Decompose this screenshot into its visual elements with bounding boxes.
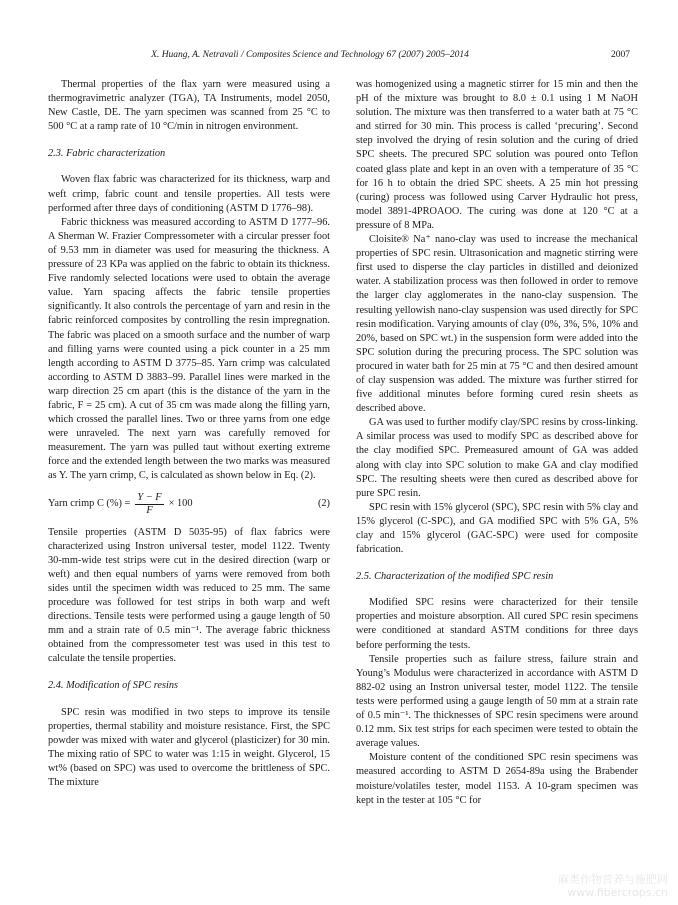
equation-rhs: × 100 — [168, 497, 193, 509]
paragraph-nano-clay: Cloisite® Na⁺ nano-clay was used to increase the mechanical properties of SPC resin. Ultrasonication and magnetic stirring were first used to disperse the clay particles in distilled and deionized water. A stabilization process was then followed in order to remove the larger clay agglomerates in the nano-clay suspension. The resulting yellowish nano-clay suspension was used directly for SPC resin modification. Varying amounts of clay (0%, 3%, 5%, 10% and 20%, based on SPC wt.) in the suspension form were added into the SPC solution during the precuring process. The SPC solution was procured in water bath for 25 min at 75 °C and then desired amount of clay suspension was added. The mixture was further stirred for five additional minutes before forming cured resin sheets as described above. — [356, 234, 638, 415]
paragraph-tga: Thermal properties of the flax yarn were measured using a thermogravimetric analyzer (TGA), TA Instruments, model 2050, New Castle, DE. The yarn specimen was scanned from 25 °C to 500 °C at a ramp rate of 10 °C/min in nitrogen environment. — [48, 79, 330, 133]
section-heading-2-3: 2.3. Fabric characterization — [48, 148, 166, 160]
paragraph-fabric-thickness: Fabric thickness was measured according to ASTM D 1777–96. A Sherman W. Frazier Compressometer with a circular presser foot of 9.53 mm in diameter was used for measuring the thickness. A pressure of 23 KPa was applied on the fabric to obtain its thickness. Five randomly selected locations were used to obtain the average value. Yarn spacing affects the fabric tensile properties significantly. It also controls the percentage of yarn and resin in the fabric reinforced composites by controlling the resin impregnation. The fabric was placed on a smooth surface and the number of warp and filling yarns were counted using a pick counter in a 25 mm length according to ASTM D 3775–85. Yarn crimp was calculated according to ASTM D 3883–99. Parallel lines were marked in the warp direction 25 cm apart (this is the distance of the yarn in the fabric, F = 25 cm). A cut of 35 cm was made along the filling yarn, which crossed the parallel lines. Two or three yarns from one edge were unraveled. The next yarn was carefully removed for measurement. The yarn was pulled taut without exerting extreme force and the extended length between the two marks was measured as Y. The yarn crimp, C, is calculated as shown below in Eq. (2). — [48, 216, 330, 482]
paragraph-composite-resins: SPC resin with 15% glycerol (SPC), SPC resin with 5% clay and 15% glycerol (C-SPC), and GA modified SPC with 5% GA, 5% clay and 15% glycerol (GAC-SPC) were used for composite fabrication. — [356, 501, 638, 556]
equation-number: (2) — [317, 497, 330, 509]
right-column — [356, 78, 638, 808]
paragraph-spc-modification: SPC resin was modified in two steps to improve its tensile properties, thermal stability and moisture resistance. First, the SPC powder was mixed with water and glycerol (plasticizer) for 30 min. The mixing ratio of SPC to water was 1:15 in weight. Glycerol, 15 wt% (based on SPC) was used to overcome the brittleness of SPC. The mixture — [48, 706, 330, 789]
watermark — [558, 873, 668, 899]
paragraph-tensile-resin: Tensile properties such as failure stress, failure strain and Young’s Modulus were characterized in accordance with ASTM D 882-02 using an Instron universal tester, model 1122. The tensile tests were performed using a gauge length of 50 mm at a strain rate of 0.5 min⁻¹. The thicknesses of SPC resin specimens were around 0.12 mm. Six test strips for each specimen were tested to obtain the average values. — [356, 653, 638, 750]
watermark-line-2: www.fibercrops.cn — [567, 886, 668, 899]
section-heading-2-4: 2.4. Modification of SPC resins — [48, 680, 179, 692]
equation-fraction — [135, 492, 163, 517]
paragraph-ga-crosslinking: GA was used to further modify clay/SPC resins by cross-linking. A similar process was used to modify SPC as described above for the clay modified SPC. Premeasured amount of GA was added along with clay into SPC solution to make GA and clay modified SPC. The resulting sheets were then cured as described above for pure SPC resin. — [356, 417, 638, 499]
equation-denominator: F — [146, 504, 153, 516]
paragraph-precuring: was homogenized using a magnetic stirrer for 15 min and then the pH of the mixture was brought to 8.0 ± 0.1 using 1 M NaOH solution. The mixture was then transferred to a water bath at 75 °C and stirred for 30 min. This process is called ‘precuring’. Second step involved the drying of resin solution and the curing of dried SPC sheets. The precured SPC solution was poured onto Teflon coated glass plate and kept in an oven with a temperature of 35 °C for 16 h to obtain the dried SPC sheets. A 25 min hot pressing (curing) process was followed using Carver Hydraulic hot press, model 3891-4PROAOO. The curing was done at 120 °C at a pressure of 8 MPa. — [356, 79, 638, 231]
paragraph-tensile-fabric: Tensile properties (ASTM D 5035-95) of flax fabrics were characterized using Instron universal tester, model 1122. Twenty 30-mm-wide test strips were cut in the desired direction (warp or weft) and then equal numbers of yarns were removed from both sides until the specimen width was reduced to 25 mm. The same procedure was followed for test strips in both warp and weft directions. Tensile tests were performed using a gauge length of 50 mm and a strain rate of 0.5 min⁻¹. The average fabric thickness obtained from the compressometer test was used in this test to calculate the tensile properties. — [48, 526, 330, 665]
equation-expression — [48, 492, 193, 517]
equation-numerator: Y − F — [137, 491, 162, 503]
left-column — [48, 78, 330, 790]
section-heading-2-5: 2.5. Characterization of the modified SPC resin — [356, 571, 554, 583]
paragraph-resin-characterization: Modified SPC resins were characterized for their tensile properties and moisture absorption. All cured SPC resin specimens were conditioned at standard ASTM conditions for three days before performing the tests. — [356, 597, 638, 651]
running-header — [48, 50, 630, 64]
equation-lhs: Yarn crimp C (%) = — [48, 497, 131, 509]
paragraph-fabric-overview: Woven flax fabric was characterized for its thickness, warp and weft crimp, fabric count and tensile properties. All tests were performed after three days of conditioning (ASTM D 1776–98). — [48, 174, 330, 214]
running-title: X. Huang, A. Netravali / Composites Science and Technology 67 (2007) 2005–2014 — [151, 50, 469, 60]
paragraph-moisture-content: Moisture content of the conditioned SPC resin specimens was measured according to ASTM D 2654-89a using the Brabender moisture/volatiles tester, model 1153. A 10-gram specimen was kept in the tester at 105 °C for — [356, 752, 638, 806]
watermark-line-1: 麻类作物营养与施肥网 — [558, 873, 668, 886]
page-number: 2007 — [611, 50, 630, 60]
equation-2 — [48, 492, 330, 517]
